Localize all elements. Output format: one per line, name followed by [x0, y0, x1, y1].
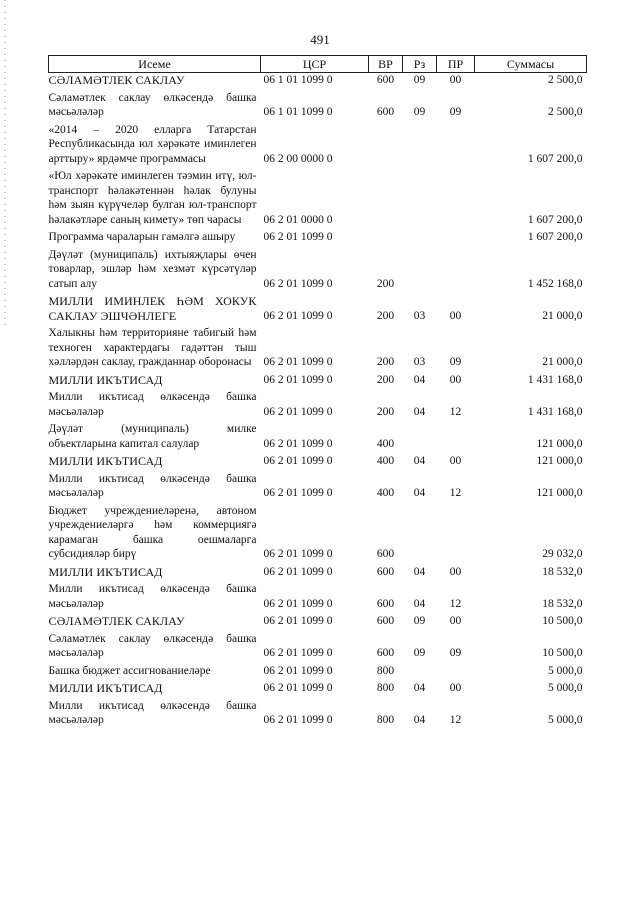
row-csr: 06 2 01 1099 0 [263, 309, 333, 322]
row-vr [369, 230, 403, 248]
header-pr: ПР [437, 56, 475, 73]
row-sum: 1 607 200,0 [527, 213, 583, 226]
table-row [49, 390, 587, 422]
row-pr: 12 [449, 487, 462, 499]
row-pr: 00 [449, 565, 462, 578]
row-vr: 800 [376, 664, 395, 677]
row-vr: 200 [376, 373, 395, 386]
table-row [49, 582, 587, 614]
row-csr: 06 2 01 1099 0 [263, 548, 333, 560]
row-sum: 2 500,0 [548, 106, 583, 118]
row-rz [403, 664, 437, 682]
table-row [49, 614, 587, 632]
row-csr: 06 2 01 1099 0 [263, 487, 333, 499]
table-row [49, 504, 587, 565]
row-vr: 600 [376, 615, 395, 627]
row-name: Милли икътисад өлкәсендә башка мәсьәләләр [48, 391, 257, 418]
row-csr: 06 2 01 1099 0 [263, 356, 333, 368]
row-rz: 09 [413, 106, 426, 118]
row-sum: 5 000,0 [548, 682, 583, 694]
row-csr: 06 2 00 0000 0 [263, 152, 333, 165]
row-sum: 121 000,0 [536, 487, 583, 499]
row-name: СӘЛАМӘТЛЕК САКЛАУ [48, 73, 185, 87]
row-pr: 12 [449, 597, 462, 610]
table-row [49, 565, 587, 583]
row-vr: 600 [376, 106, 395, 118]
table-row [49, 454, 587, 472]
row-csr: 06 2 01 1099 0 [263, 437, 333, 450]
row-csr: 06 1 01 1099 0 [263, 74, 333, 86]
row-name: Программа чараларын гамәлгә ашыру [48, 231, 236, 243]
table-row [49, 664, 587, 682]
row-pr [437, 248, 475, 295]
row-vr: 200 [376, 405, 395, 418]
row-pr: 00 [449, 74, 462, 86]
row-vr: 600 [376, 74, 395, 86]
row-rz: 04 [413, 455, 426, 467]
table-row [49, 169, 587, 230]
table-row [49, 123, 587, 170]
row-vr: 200 [376, 356, 395, 368]
budget-table [48, 55, 587, 731]
table-row [49, 91, 587, 123]
row-name: Халыкны һәм территорияне табигый һәм техноген характердагы гадәттән тыш хәлләрдән саклау, гражданнар оборонасы [48, 327, 257, 368]
row-vr: 600 [376, 597, 395, 610]
row-csr: 06 2 01 1099 0 [263, 615, 333, 627]
row-vr: 400 [376, 455, 395, 467]
row-rz [403, 123, 437, 170]
row-sum: 10 500,0 [542, 647, 583, 659]
row-sum: 1 431 168,0 [527, 405, 583, 418]
row-name: Бюджет учреждениеләренә, автоном учреждениеләргә һәм коммерциягә карамаган башка оешмаларга субсидияләр бирү [48, 504, 257, 560]
row-pr: 09 [449, 356, 462, 368]
row-vr: 200 [376, 309, 395, 322]
row-sum: 121 000,0 [536, 455, 583, 467]
row-name: МИЛЛИ ИКЪТИСАД [48, 564, 163, 579]
row-sum: 1 607 200,0 [527, 152, 583, 165]
row-vr [369, 169, 403, 230]
row-vr [369, 123, 403, 170]
row-pr [437, 504, 475, 565]
row-pr [437, 422, 475, 454]
row-rz: 04 [413, 487, 426, 499]
table-row [49, 472, 587, 504]
row-name: Дәүләт (муниципаль) ихтыяҗлары өчен товарлар, эшләр һәм хезмәт күрсәтүләр сатып алу [48, 248, 257, 290]
row-csr: 06 2 01 1099 0 [263, 373, 333, 386]
row-csr: 06 2 01 1099 0 [263, 565, 333, 578]
row-sum: 18 532,0 [542, 597, 583, 610]
row-vr: 400 [376, 487, 395, 499]
row-pr: 12 [449, 714, 462, 726]
table-row [49, 326, 587, 373]
row-name: СӘЛАМӘТЛЕК САКЛАУ [48, 614, 185, 628]
header-vr: ВР [369, 56, 403, 73]
row-csr: 06 2 01 0000 0 [263, 213, 333, 226]
row-pr: 00 [449, 615, 462, 627]
row-vr: 600 [376, 565, 395, 578]
row-csr: 06 2 01 1099 0 [263, 597, 333, 610]
row-rz: 04 [413, 597, 426, 610]
table-header-row [49, 56, 587, 73]
row-name: Милли икътисад өлкәсендә башка мәсьәләләр [48, 699, 257, 726]
row-rz [403, 230, 437, 248]
row-name: Милли икътисад өлкәсендә башка мәсьәләләр [48, 472, 257, 499]
row-sum: 29 032,0 [542, 548, 583, 560]
row-rz: 03 [413, 356, 426, 368]
row-name: Сәламәтлек саклау өлкәсендә башка мәсьәләләр [48, 91, 257, 118]
row-rz [403, 504, 437, 565]
row-pr [437, 169, 475, 230]
row-rz: 04 [413, 565, 426, 578]
row-rz [403, 248, 437, 295]
row-name: Дәүләт (муниципаль) милке объектларына капитал салулар [48, 423, 257, 450]
row-csr: 06 2 01 1099 0 [263, 455, 333, 467]
row-vr: 200 [376, 277, 395, 290]
row-csr: 06 2 01 1099 0 [263, 714, 333, 726]
table-row [49, 294, 587, 326]
row-pr [437, 123, 475, 170]
row-name: МИЛЛИ ИКЪТИСАД [48, 454, 163, 468]
row-pr: 00 [449, 373, 462, 386]
row-name: МИЛЛИ ИКЪТИСАД [48, 681, 163, 695]
row-sum: 1 452 168,0 [527, 277, 583, 290]
row-rz [403, 169, 437, 230]
row-sum: 21 000,0 [542, 356, 583, 368]
row-rz: 09 [413, 647, 426, 659]
row-vr: 400 [376, 437, 395, 450]
table-row [49, 681, 587, 699]
row-vr: 600 [376, 647, 395, 659]
row-pr: 09 [449, 106, 462, 118]
row-sum: 10 500,0 [542, 615, 583, 627]
row-rz: 04 [413, 405, 426, 418]
page-number: 491 [310, 32, 330, 47]
row-rz: 09 [413, 74, 426, 86]
row-rz: 04 [413, 373, 426, 386]
table-row [49, 422, 587, 454]
row-sum: 1 607 200,0 [527, 231, 583, 243]
row-pr: 00 [449, 309, 462, 322]
row-sum: 1 431 168,0 [527, 373, 583, 386]
row-pr [437, 230, 475, 248]
row-sum: 21 000,0 [542, 309, 583, 322]
row-name: Сәламәтлек саклау өлкәсендә башка мәсьәләләр [48, 632, 257, 659]
row-name: Башка бюджет ассигнованиеләре [48, 664, 211, 677]
row-rz: 03 [413, 309, 426, 322]
row-vr: 800 [376, 682, 395, 694]
row-rz [403, 422, 437, 454]
row-vr: 600 [376, 548, 395, 560]
row-pr: 00 [449, 455, 462, 467]
table-row [49, 373, 587, 391]
table-row [49, 632, 587, 664]
header-name: Исеме [49, 56, 261, 73]
row-rz: 04 [413, 714, 426, 726]
table-row [49, 73, 587, 91]
table-row [49, 248, 587, 295]
row-csr: 06 1 01 1099 0 [263, 106, 333, 118]
row-pr: 09 [449, 647, 462, 659]
row-csr: 06 2 01 1099 0 [263, 682, 333, 694]
header-rz: Рз [403, 56, 437, 73]
row-csr: 06 2 01 1099 0 [263, 231, 333, 243]
row-sum: 18 532,0 [542, 565, 583, 578]
table-row [49, 699, 587, 731]
row-rz: 09 [413, 615, 426, 627]
row-pr: 00 [449, 682, 462, 694]
row-name: МИЛЛИ ИКЪТИСАД [48, 372, 163, 387]
binding-margin-marks [4, 0, 6, 330]
row-csr: 06 2 01 1099 0 [263, 405, 333, 418]
row-csr: 06 2 01 1099 0 [263, 277, 333, 290]
row-pr: 12 [449, 405, 462, 418]
row-name: МИЛЛИ ИМИНЛЕК ҺӘМ ХОКУК САКЛАУ ЭШЧӘНЛЕГЕ [48, 294, 257, 323]
row-sum: 5 000,0 [548, 714, 583, 726]
row-name: «2014 – 2020 елларга Татарстан Республикасында юл хәрәкәте иминлеген арттыру» ярдәмче программасы [48, 123, 257, 165]
row-name: «Юл хәрәкәте иминлеген тәэмин итү, юл-транспорт һәлакәтеннән һәлак булуны һәм зыян күрүчеләр булган юл-транспорт һәлакәтләре саның кимету» төп чарасы [48, 170, 257, 226]
row-vr: 800 [376, 714, 395, 726]
row-rz: 04 [413, 682, 426, 694]
row-sum: 121 000,0 [536, 437, 583, 450]
row-csr: 06 2 01 1099 0 [263, 664, 333, 677]
row-csr: 06 2 01 1099 0 [263, 647, 333, 659]
row-pr [437, 664, 475, 682]
header-csr: ЦСР [261, 56, 369, 73]
row-name: Милли икътисад өлкәсендә башка мәсьәләләр [48, 583, 257, 610]
header-sum: Суммасы [475, 56, 587, 73]
row-sum: 5 000,0 [548, 664, 583, 677]
table-row [49, 230, 587, 248]
row-sum: 2 500,0 [548, 74, 583, 86]
